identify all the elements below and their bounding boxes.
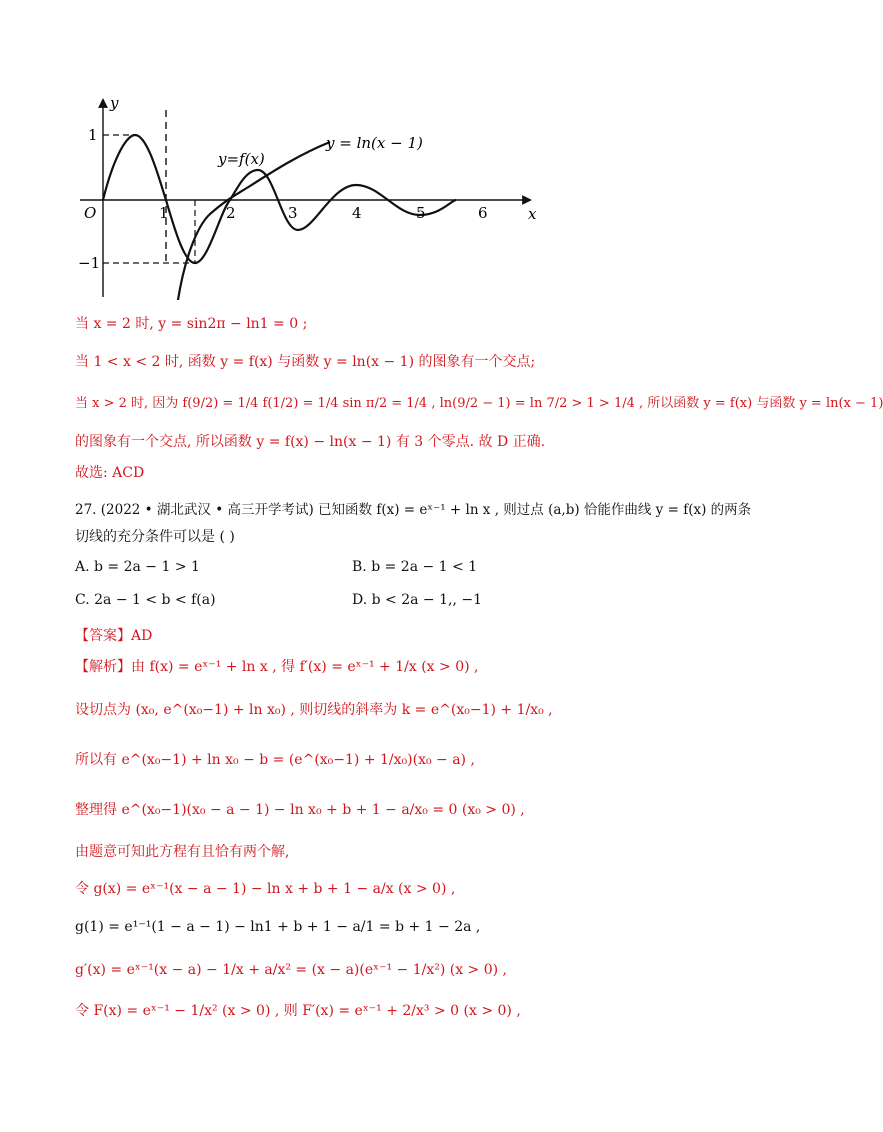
y-tick-neg1: −1 bbox=[78, 254, 101, 272]
solution-line-7: g(1) = e¹⁻¹(1 − a − 1) − ln1 + b + 1 − a/1 = b + 1 − 2a , bbox=[75, 919, 481, 935]
x-tick-5: 5 bbox=[416, 204, 426, 222]
x-tick-1: 1 bbox=[159, 204, 169, 222]
x-tick-4: 4 bbox=[352, 204, 362, 222]
solution-line-8: g′(x) = eˣ⁻¹(x − a) − 1/x + a/x² = (x − a)(eˣ⁻¹ − 1/x²) (x > 0) , bbox=[75, 962, 508, 978]
x-tick-2: 2 bbox=[226, 204, 236, 222]
ln-curve-label: y = ln(x − 1) bbox=[326, 134, 423, 152]
x-tick-6: 6 bbox=[478, 204, 488, 222]
y-axis-label: y bbox=[110, 94, 119, 112]
solution-line-2: 设切点为 (x₀, e^(x₀−1) + ln x₀) , 则切线的斜率为 k = e^(x₀−1) + 1/x₀ , bbox=[75, 702, 553, 718]
option-d: D. b < 2a − 1,, −1 bbox=[352, 592, 482, 608]
question-stem-line-2: 切线的充分条件可以是 ( ) bbox=[75, 529, 235, 545]
option-b: B. b = 2a − 1 < 1 bbox=[352, 559, 478, 575]
analysis-line-1: 当 x = 2 时, y = sin2π − ln1 = 0 ; bbox=[75, 316, 308, 332]
analysis-line-3: 当 x > 2 时, 因为 f(9/2) = 1/4 f(1/2) = 1/4 sin π/2 = 1/4 , ln(9/2 − 1) = ln 7/2 > 1 > 1/4 , 所以函数 y = f(x) 与函数 y = ln(x − 1) bbox=[75, 396, 883, 411]
final-choice: 故选: ACD bbox=[75, 465, 145, 481]
solution-line-1 bbox=[75, 657, 478, 677]
solution-line-5: 由题意可知此方程有且恰有两个解, bbox=[75, 844, 290, 860]
solution-line-4: 整理得 e^(x₀−1)(x₀ − a − 1) − ln x₀ + b + 1 − a/x₀ = 0 (x₀ > 0) , bbox=[75, 802, 525, 818]
analysis-line-2: 当 1 < x < 2 时, 函数 y = f(x) 与函数 y = ln(x − 1) 的图象有一个交点; bbox=[75, 354, 536, 370]
function-graph bbox=[60, 92, 550, 304]
solution-label: 【解析】 bbox=[75, 659, 131, 675]
solution-line-3: 所以有 e^(x₀−1) + ln x₀ − b = (e^(x₀−1) + 1/x₀)(x₀ − a) , bbox=[75, 752, 475, 768]
option-a: A. b = 2a − 1 > 1 bbox=[75, 559, 200, 575]
solution-line-6: 令 g(x) = eˣ⁻¹(x − a − 1) − ln x + b + 1 − a/x (x > 0) , bbox=[75, 881, 456, 897]
f-curve-label: y=f(x) bbox=[218, 150, 265, 168]
origin-label: O bbox=[84, 204, 97, 222]
solution-line-1-text: 由 f(x) = eˣ⁻¹ + ln x , 得 f′(x) = eˣ⁻¹ + 1/x (x > 0) , bbox=[131, 659, 479, 675]
f-curve bbox=[103, 135, 456, 263]
question-stem-line-1: 27. (2022 • 湖北武汉 • 高三开学考试) 已知函数 f(x) = eˣ⁻¹ + ln x , 则过点 (a,b) 恰能作曲线 y = f(x) 的两条 bbox=[75, 502, 752, 518]
x-tick-3: 3 bbox=[288, 204, 298, 222]
answer: 【答案】AD bbox=[75, 628, 153, 644]
x-axis-label: x bbox=[528, 205, 537, 223]
option-c: C. 2a − 1 < b < f(a) bbox=[75, 592, 216, 608]
analysis-line-4: 的图象有一个交点, 所以函数 y = f(x) − ln(x − 1) 有 3 个零点. 故 D 正确. bbox=[75, 434, 546, 450]
y-tick-1: 1 bbox=[88, 126, 98, 144]
solution-line-9: 令 F(x) = eˣ⁻¹ − 1/x² (x > 0) , 则 F′(x) = eˣ⁻¹ + 2/x³ > 0 (x > 0) , bbox=[75, 1003, 521, 1019]
